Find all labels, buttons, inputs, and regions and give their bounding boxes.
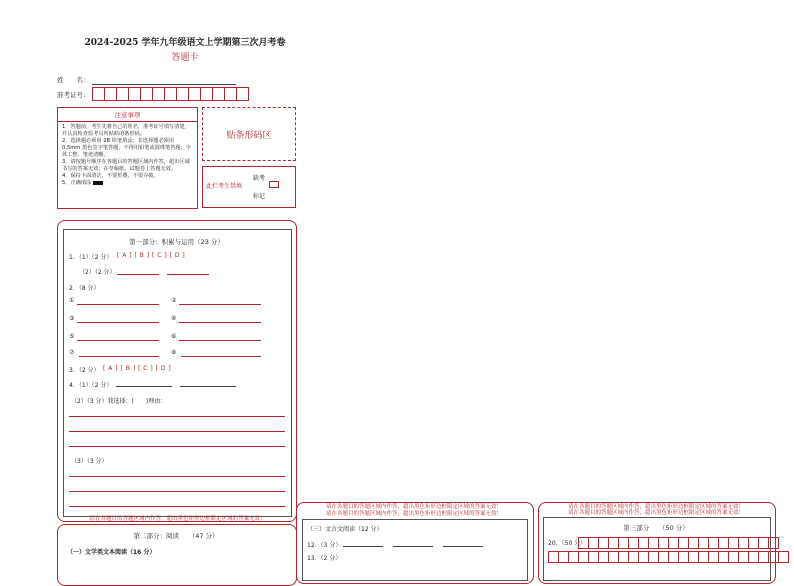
notice-box	[57, 107, 198, 209]
q2-mark: ②	[171, 297, 177, 304]
q3-label: 3．（2 分）	[69, 367, 100, 374]
q1b-line-2[interactable]	[167, 274, 209, 275]
q2-mark: ⑤	[69, 333, 75, 340]
q2-line[interactable]	[179, 340, 261, 341]
part1-title: 第一部分：积累与运用（23 分）	[129, 238, 224, 246]
q2-line[interactable]	[181, 356, 261, 357]
q4c-line[interactable]	[69, 506, 285, 507]
q4b-line[interactable]	[69, 446, 285, 447]
q4a-label: 4．（1）（2 分）	[69, 382, 113, 389]
q4b-line[interactable]	[69, 431, 285, 432]
answer-sheet-label: 答题卡	[171, 53, 199, 63]
exam-title: 2024-2025 学年九年级语文上学期第三次月考卷	[84, 38, 286, 48]
notice-item: 5．正确填涂	[62, 180, 193, 187]
q1a-label: 1．（1）（2 分）	[69, 254, 113, 261]
answer-area-warning: 请在各题目的答题区域内作答，超出黑色矩形边框限定区域的答案无效！	[89, 516, 266, 522]
q4a-line-2[interactable]	[180, 386, 236, 387]
q4a-line-1[interactable]	[116, 386, 172, 387]
q12-line-2[interactable]	[393, 546, 433, 547]
q13-label: 13．（2 分）	[307, 555, 342, 562]
q4c-line[interactable]	[69, 476, 285, 477]
q4c-line[interactable]	[69, 491, 285, 492]
notice-item: 2．选择题必须用 2B 铅笔填涂；非选择题必须用 0.5mm 黑色签字笔答题，不得用铅笔或圆珠笔答题；字体工整、笔迹清晰。	[62, 138, 191, 158]
absent-box	[202, 166, 296, 208]
answer-area-warning: 请在各题目的答题区域内作答，超出黑色矩形边框限定区域的答案无效！	[567, 504, 744, 510]
fill-sample-icon	[93, 181, 103, 185]
answer-area-warning: 请在各题目的答题区域内作答，超出黑色矩形边框限定区域的答案无效！	[325, 511, 502, 517]
q4b-label: （2）（3 分）我选择：( )理由：	[71, 398, 167, 405]
q20-label: 20．（50 分）	[548, 540, 587, 547]
notice-item: 4．保持卡面清洁，不要折叠、不要弄破。	[62, 173, 159, 179]
exam-id-label: 准考证号：	[57, 91, 90, 99]
q12-label: 12．（3 分）	[307, 542, 342, 549]
q2-mark: ③	[69, 315, 75, 322]
part2-title: 第二部分：阅读 （47 分）	[133, 532, 219, 540]
notice-item: 3．请按题号顺序在各题目的答题区域内作答，超出区域书写的答案无效；在草稿纸、试题卷上答题无效。	[62, 159, 190, 172]
barcode-area: 贴条形码区	[202, 107, 296, 161]
answer-area-warning: 请在各题目的答题区域内作答，超出黑色矩形边框限定区域的答案无效！	[325, 504, 502, 510]
classical-sub-title: （三）文言文阅读（12 分）	[307, 526, 383, 533]
absent-note: 此栏考生禁填	[206, 183, 243, 190]
name-field[interactable]	[92, 84, 236, 85]
notice-item: 1．答题前，考生先将自己的姓名，准考证号填写清楚，并认真检查监考员所粘贴的条形码。	[62, 124, 190, 137]
q3-options[interactable]: [ A ] [ B ] [ C ] [ D ]	[103, 365, 172, 372]
q4c-label: （3）（3 分）	[71, 458, 108, 465]
q2-mark: ⑥	[171, 333, 177, 340]
q2-mark: ①	[69, 297, 75, 304]
q2-mark: ⑦	[69, 349, 75, 356]
exam-id-boxes[interactable]	[92, 87, 248, 101]
q2-line[interactable]	[77, 322, 159, 323]
q12-line-3[interactable]	[443, 546, 483, 547]
essay-grid-row[interactable]	[578, 537, 778, 549]
q4b-line[interactable]	[69, 416, 285, 417]
q2-mark: ④	[171, 315, 177, 322]
absent-mark-label-2: 标记	[253, 193, 266, 200]
q2-mark: ⑧	[171, 349, 177, 356]
notice-heading: 注意事项	[58, 108, 197, 122]
absent-mark-label: 缺考	[253, 175, 266, 182]
name-label: 姓 名：	[57, 76, 90, 84]
q2-line[interactable]	[77, 340, 159, 341]
q2-line[interactable]	[179, 322, 261, 323]
q1a-options[interactable]: [ A ] [ B ] [ C ] [ D ]	[117, 252, 186, 259]
q2-label: 2．（8 分）	[69, 285, 100, 292]
part3-title: 第三部分 （50 分）	[623, 524, 689, 532]
part2-sub-title: （一）文学类文本阅读（16 分）	[67, 549, 156, 556]
q12-line-1[interactable]	[343, 546, 383, 547]
q2-line[interactable]	[179, 304, 261, 305]
answer-area-warning: 请在各题目的答题区域内作答，超出黑色矩形边框限定区域的答案无效！	[567, 510, 744, 516]
essay-grid-row[interactable]	[548, 551, 788, 563]
q1b-line-1[interactable]	[117, 274, 159, 275]
q2-line[interactable]	[77, 304, 159, 305]
q2-line[interactable]	[79, 356, 159, 357]
q1b-label: （2）（2 分）	[79, 269, 116, 276]
absent-checkbox[interactable]	[269, 181, 279, 188]
